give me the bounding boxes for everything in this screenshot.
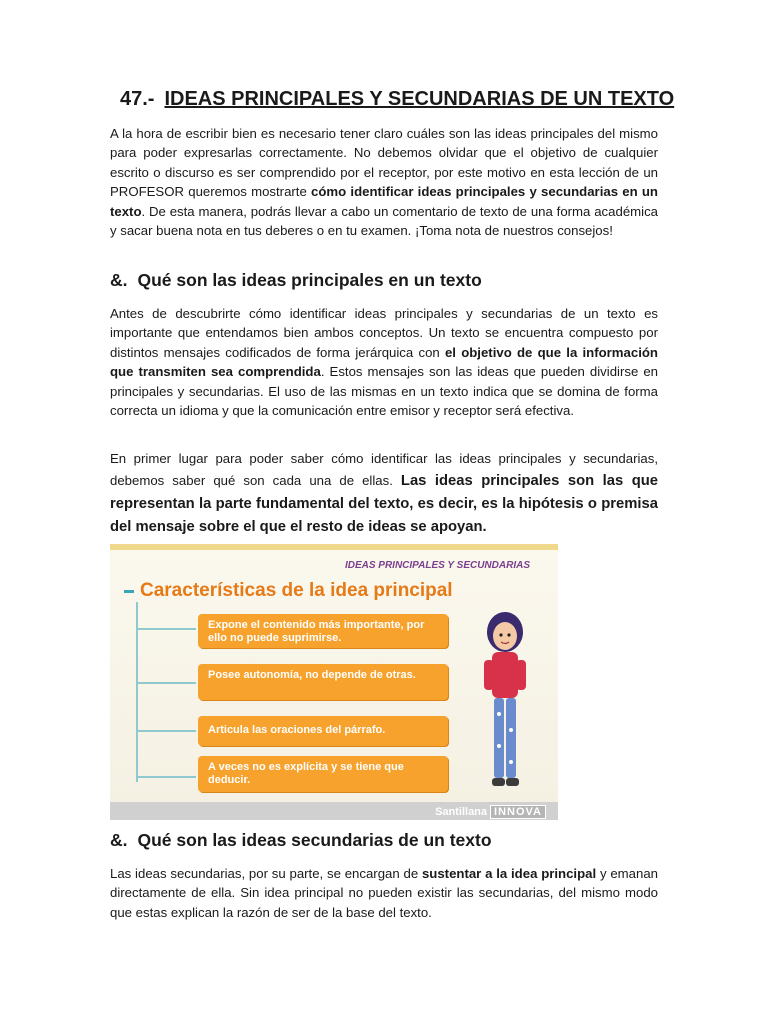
section2-marker: &. — [110, 830, 128, 850]
s1p2-bold: Las ideas principales son las que representan la parte fundamental del texto, es decir, es la hipótesis o premisa del mensaje sobre el que el resto de ideas se apoyan. — [110, 472, 658, 535]
slide-branch — [138, 776, 196, 778]
intro-bold: cómo identificar ideas principales y secundarias en un texto — [110, 184, 658, 219]
page-title — [120, 88, 675, 111]
slide-branch — [138, 682, 196, 684]
section1-paragraph-1 — [110, 304, 658, 420]
s1p1-bold: el objetivo de que la información que transmiten sea comprendida — [110, 344, 658, 380]
title-text: IDEAS PRINCIPALES Y SECUNDARIAS DE UN TEXTO — [164, 88, 675, 110]
slide-card-1: Expone el contenido más importante, por ello no puede suprimirse. — [198, 614, 448, 648]
slide-subtitle: Características de la idea principal — [140, 580, 453, 601]
title-number: 47.- — [120, 88, 155, 110]
slide-brand-logo — [435, 806, 546, 818]
section2-heading — [110, 830, 492, 851]
intro-text-2: . De esta manera, podrás llevar a cabo un comentario de texto de una forma académica y sacar buena nota en tus deberes o en tu examen. ¡Toma nota de nuestros consejos! — [110, 203, 658, 239]
section2-paragraph — [110, 864, 658, 922]
s1p1-text-1: Antes de descubrirte cómo identificar ideas principales y secundarias de un texto es importante que entendamos bien ambos conceptos. Un texto se encuentra compuesto por distintos mensajes codificados de forma jerárquica con — [110, 306, 658, 360]
s1p1-text-2: . Estos mensajes son las ideas que pueden dividirse en principales y secundarias. El uso de las mismas en un texto indica que se domina de forma correcta un idioma y que la comunicación entre emisor y receptor será efectiva. — [110, 364, 658, 419]
intro-paragraph — [110, 124, 658, 240]
s2-text-1: Las ideas secundarias, por su parte, se encargan de — [110, 866, 422, 881]
slide-header: IDEAS PRINCIPALES Y SECUNDARIAS — [344, 560, 530, 571]
section1-marker: &. — [110, 270, 128, 290]
section1-heading — [110, 270, 482, 291]
slide-top-bar — [110, 544, 558, 550]
cartoon-girl-illustration — [470, 604, 540, 804]
section2-heading-text: Qué son las ideas secundarias de un texto — [137, 830, 492, 850]
s2-text-2: y emanan directamente de ella. Sin idea principal no pueden existir las secundarias, del mismo modo que estas explican la razón de ser de la base del texto. — [110, 866, 658, 920]
s2-bold: sustentar a la idea principal — [421, 866, 597, 881]
slide-branch — [138, 628, 196, 630]
brand-name: Santillana — [435, 806, 488, 818]
intro-text-1: A la hora de escribir bien es necesario tener claro cuáles son las ideas principales del mismo para poder expresarlas correctamente. No debemos olvidar que el objetivo de cualquier escrito o discurso es ser comprendido por el receptor, por este motivo en esta lección de un PROFESOR queremos mostrarte — [110, 126, 658, 200]
slide-branch — [138, 730, 196, 732]
slide-card-2: Posee autonomía, no depende de otras. — [198, 664, 448, 700]
slide-card-4: A veces no es explícita y se tiene que deducir. — [198, 756, 448, 792]
section1-paragraph-2 — [110, 448, 658, 539]
slide-card-3: Articula las oraciones del párrafo. — [198, 716, 448, 746]
section1-heading-text: Qué son las ideas principales en un texto — [137, 270, 482, 290]
slide-bullet-dash — [124, 590, 134, 593]
brand-innova: INNOVA — [490, 805, 546, 819]
slide-image — [110, 544, 558, 820]
s1p2-text: En primer lugar para poder saber cómo identificar las ideas principales y secundarias, debemos saber qué son cada una de ellas. — [110, 451, 658, 488]
